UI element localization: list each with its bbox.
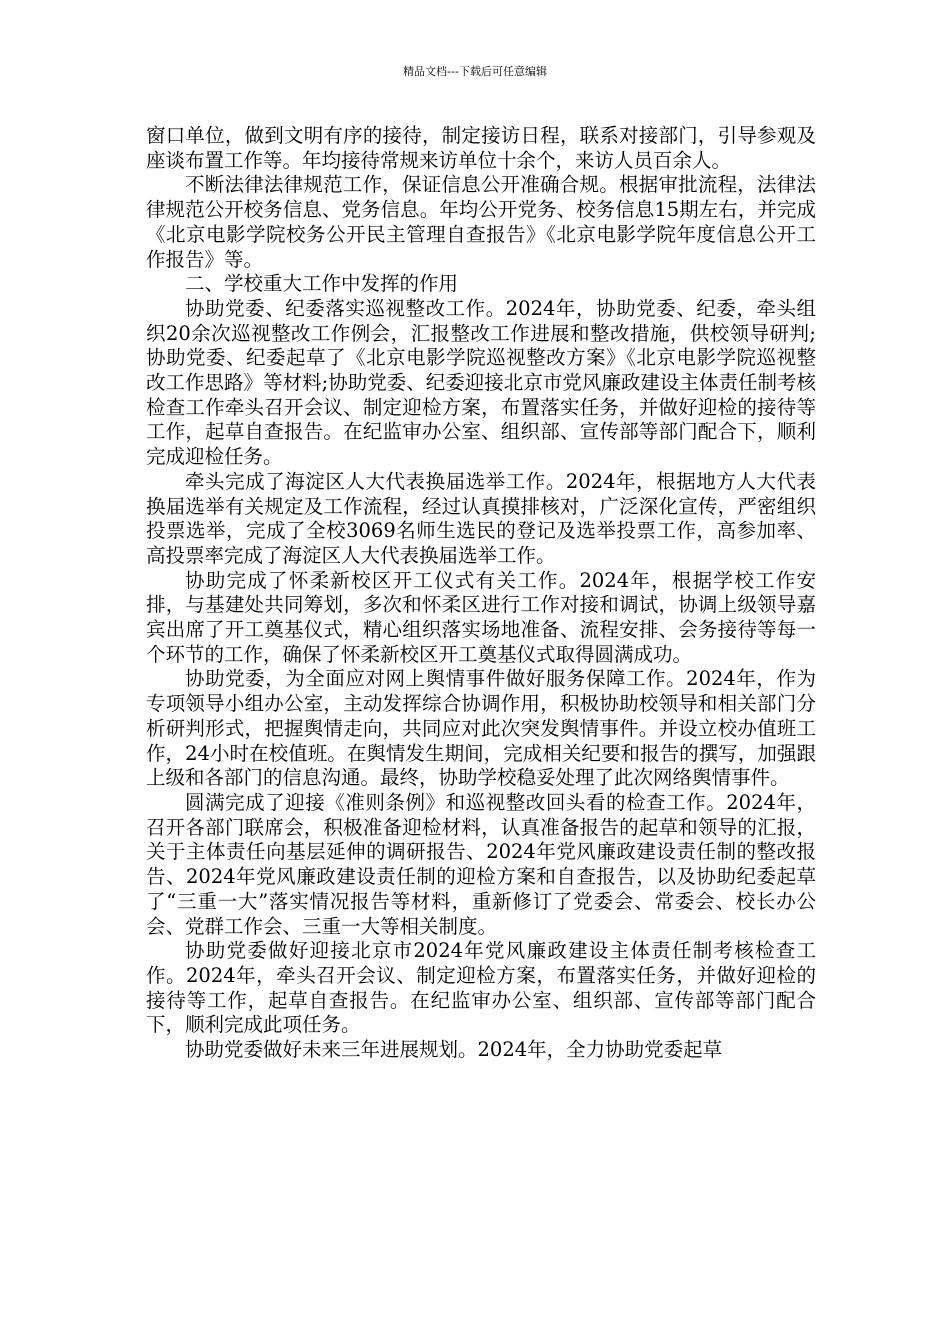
paragraph-info-disclosure: 不断法律法律规范工作，保证信息公开准确合规。根据审批流程，法律法律规范公开校务信息、党务信息。年均公开党务、校务信息15期左右，并完成《北京电影学院校务公开民主管理自查报告》《北京电影学院年度信息公开工作报告》等。 [146,173,816,271]
paragraph-regulations-check: 圆满完成了迎接《准则条例》和巡视整改回头看的检查工作。2024年，召开各部门联席会，积极准备迎检材料，认真准备报告的起草和领导的汇报，关于主体责任向基层延伸的调研报告、2024年党风廉政建设责任制的整改报告、2024年党风廉政建设责任制的迎检方案和自查报告，以及协助纪委起草了“三重一大”落实情况报告等材料，重新修订了党委会、常委会、校长办公会、党群工作会、三重一大等相关制度。 [146,790,816,938]
document-body [146,124,816,1063]
page-header: 精品文档---下载后可任意编辑 [403,65,547,78]
paragraph-inspection-rectification: 协助党委、纪委落实巡视整改工作。2024年，协助党委、纪委，牵头组织20余次巡视整改工作例会，汇报整改工作进展和整改措施，供校领导研判;协助党委、纪委起草了《北京电影学院巡视整改方案》《北京电影学院巡视整改工作思路》等材料;协助党委、纪委迎接北京市党风廉政建设主体责任制考核检查工作牵头召开会议、制定迎检方案，布置落实任务，并做好迎检的接待等工作，起草自查报告。在纪监审办公室、组织部、宣传部等部门配合下，顺利完成迎检任务。 [146,296,816,469]
section-heading: 二、学校重大工作中发挥的作用 [185,272,459,296]
paragraph-election: 牵头完成了海淀区人大代表换届选举工作。2024年，根据地方人大代表换届选举有关规定及工作流程，经过认真摸排核对，广泛深化宣传，严密组织投票选举，完成了全校3069名师生选民的登记及选举投票工作，高参加率、高投票率完成了海淀区人大代表换届选举工作。 [146,469,816,567]
paragraph-new-campus: 协助完成了怀柔新校区开工仪式有关工作。2024年，根据学校工作安排，与基建处共同筹划，多次和怀柔区进行工作对接和调试，协调上级领导嘉宾出席了开工奠基仪式，精心组织落实场地准备、流程安排、会务接待等每一个环节的工作，确保了怀柔新校区开工奠基仪式取得圆满成功。 [146,568,816,666]
paragraph-public-opinion: 协助党委，为全面应对网上舆情事件做好服务保障工作。2024年，作为专项领导小组办公室，主动发挥综合协调作用，积极协助校领导和相关部门分析研判形式，把握舆情走向，共同应对此次突发舆情事件。并设立校办值班工作，24小时在校值班。在舆情发生期间，完成相关纪要和报告的撰写，加强跟上级和各部门的信息沟通。最终，协助学校稳妥处理了此次网络舆情事件。 [146,667,816,790]
paragraph-responsibility-check: 协助党委做好迎接北京市2024年党风廉政建设主体责任制考核检查工作。2024年，牵头召开会议、制定迎检方案，布置落实任务，并做好迎检的接待等工作，起草自查报告。在纪监审办公室、组织部、宣传部等部门配合下，顺利完成此项任务。 [146,939,816,1037]
paragraph-continuation: 窗口单位，做到文明有序的接待，制定接访日程，联系对接部门，引导参观及座谈布置工作等。年均接待常规来访单位十余个，来访人员百余人。 [146,124,816,172]
paragraph-three-year-plan: 协助党委做好未来三年进展规划。2024年，全力协助党委起草 [185,1038,723,1062]
